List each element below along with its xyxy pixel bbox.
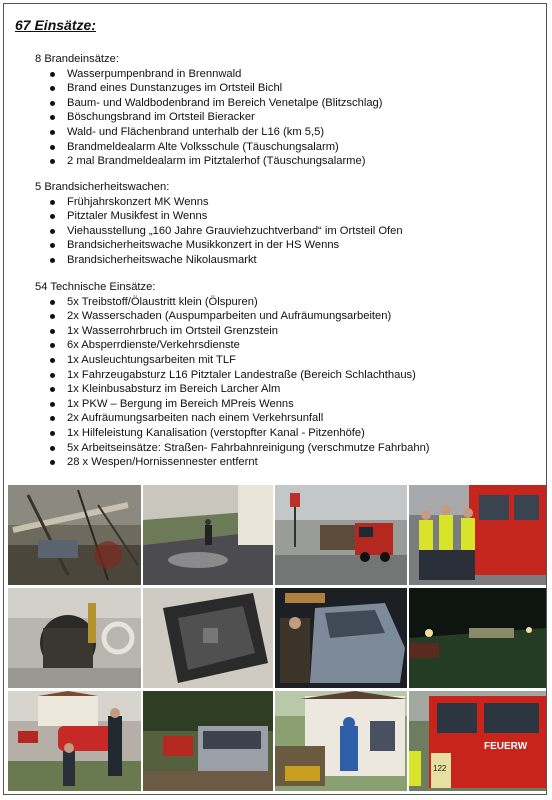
list-item: 1x PKW – Bergung im Bereich MPreis Wenns xyxy=(67,397,430,412)
list-item: 6x Absperrdienste/Verkehrsdienste xyxy=(67,338,430,353)
section-brandeinsaetze xyxy=(35,52,383,169)
list-item: 5x Arbeitseinsätze: Straßen- Fahrbahnreinigung (verschmutze Fahrbahn) xyxy=(67,441,430,454)
photo-burnt-pump xyxy=(8,588,141,688)
list-item: Wald- und Flächenbrand unterhalb der L16 (km 5,5) xyxy=(67,125,383,140)
item-list xyxy=(35,67,383,169)
item-list xyxy=(35,195,403,268)
list-item: 1x Hilfeleistung Kanalisation (verstopfter Kanal - Pitzenhöfe) xyxy=(67,426,430,441)
list-item: 1x Fahrzeugabsturz L16 Pitztaler Landestraße (Bereich Schlachthaus) xyxy=(67,368,430,383)
section-heading: 5 Brandsicherheitswachen: xyxy=(35,181,170,193)
photo-fallen-tree xyxy=(8,485,141,585)
list-item: Pitztaler Musikfest in Wenns xyxy=(67,209,403,224)
list-item: Böschungsbrand im Ortsteil Bieracker xyxy=(67,110,383,125)
photo-house-cleanup xyxy=(275,691,407,791)
list-item: Baum- und Waldbodenbrand im Bereich Venetalpe (Blitzschlag) xyxy=(67,96,383,109)
section-technische-einsaetze xyxy=(35,280,430,470)
photo-van-recovery xyxy=(143,691,273,791)
list-item: Viehausstellung „160 Jahre Grauviehzuchtverband“ im Ortsteil Ofen xyxy=(67,224,403,237)
section-heading: 8 Brandeinsätze: xyxy=(35,53,119,65)
list-item: 1x Ausleuchtungsarbeiten mit TLF xyxy=(67,353,430,368)
list-item: Brandsicherheitswache Nikolausmarkt xyxy=(67,253,403,268)
list-item: Brand eines Dunstanzuges im Ortsteil Bichl xyxy=(67,81,383,96)
truck-plate: 122 xyxy=(433,764,447,773)
list-item: Frühjahrskonzert MK Wenns xyxy=(67,195,403,210)
photo-firefighters-truck xyxy=(409,485,546,585)
photo-burnt-hood xyxy=(143,588,273,688)
list-item: Brandsicherheitswache Musikkonzert in der HS Wenns xyxy=(67,238,403,253)
photo-night-recovery xyxy=(409,588,546,688)
photo-fire-truck xyxy=(409,691,546,791)
photo-road-cleaning xyxy=(143,485,273,585)
list-item: 1x Wasserrohrbruch im Ortsteil Grenzstein xyxy=(67,324,430,339)
list-item: Wasserpumpenbrand in Brennwald xyxy=(67,67,383,82)
photo-car-accident-street xyxy=(8,691,141,791)
photo-vehicle-crash-night xyxy=(275,588,407,688)
list-item: 1x Kleinbusabsturz im Bereich Larcher Alm xyxy=(67,382,430,397)
list-item: 5x Treibstoff/Ölaustritt klein (Ölspuren) xyxy=(67,295,430,310)
page-title: 67 Einsätze: xyxy=(15,17,96,33)
list-item: 2x Aufräumungsarbeiten nach einem Verkehrsunfall xyxy=(67,411,430,426)
truck-label: FEUERW xyxy=(484,741,528,752)
list-item: 2x Wasserschaden (Auspumparbeiten und Aufräumungsarbeiten) xyxy=(67,309,430,324)
section-brandsicherheitswachen xyxy=(35,180,403,268)
list-item: 28 x Wespen/Hornissennester entfernt xyxy=(67,455,430,470)
list-item: Brandmeldealarm Alte Volksschule (Täuschungsalarm) xyxy=(67,140,383,155)
section-heading: 54 Technische Einsätze: xyxy=(35,281,156,293)
list-item: 2 mal Brandmeldealarm im Pitztalerhof (Täuschungsalarme) xyxy=(67,154,383,169)
photo-truck-winter xyxy=(275,485,407,585)
item-list xyxy=(35,295,430,470)
